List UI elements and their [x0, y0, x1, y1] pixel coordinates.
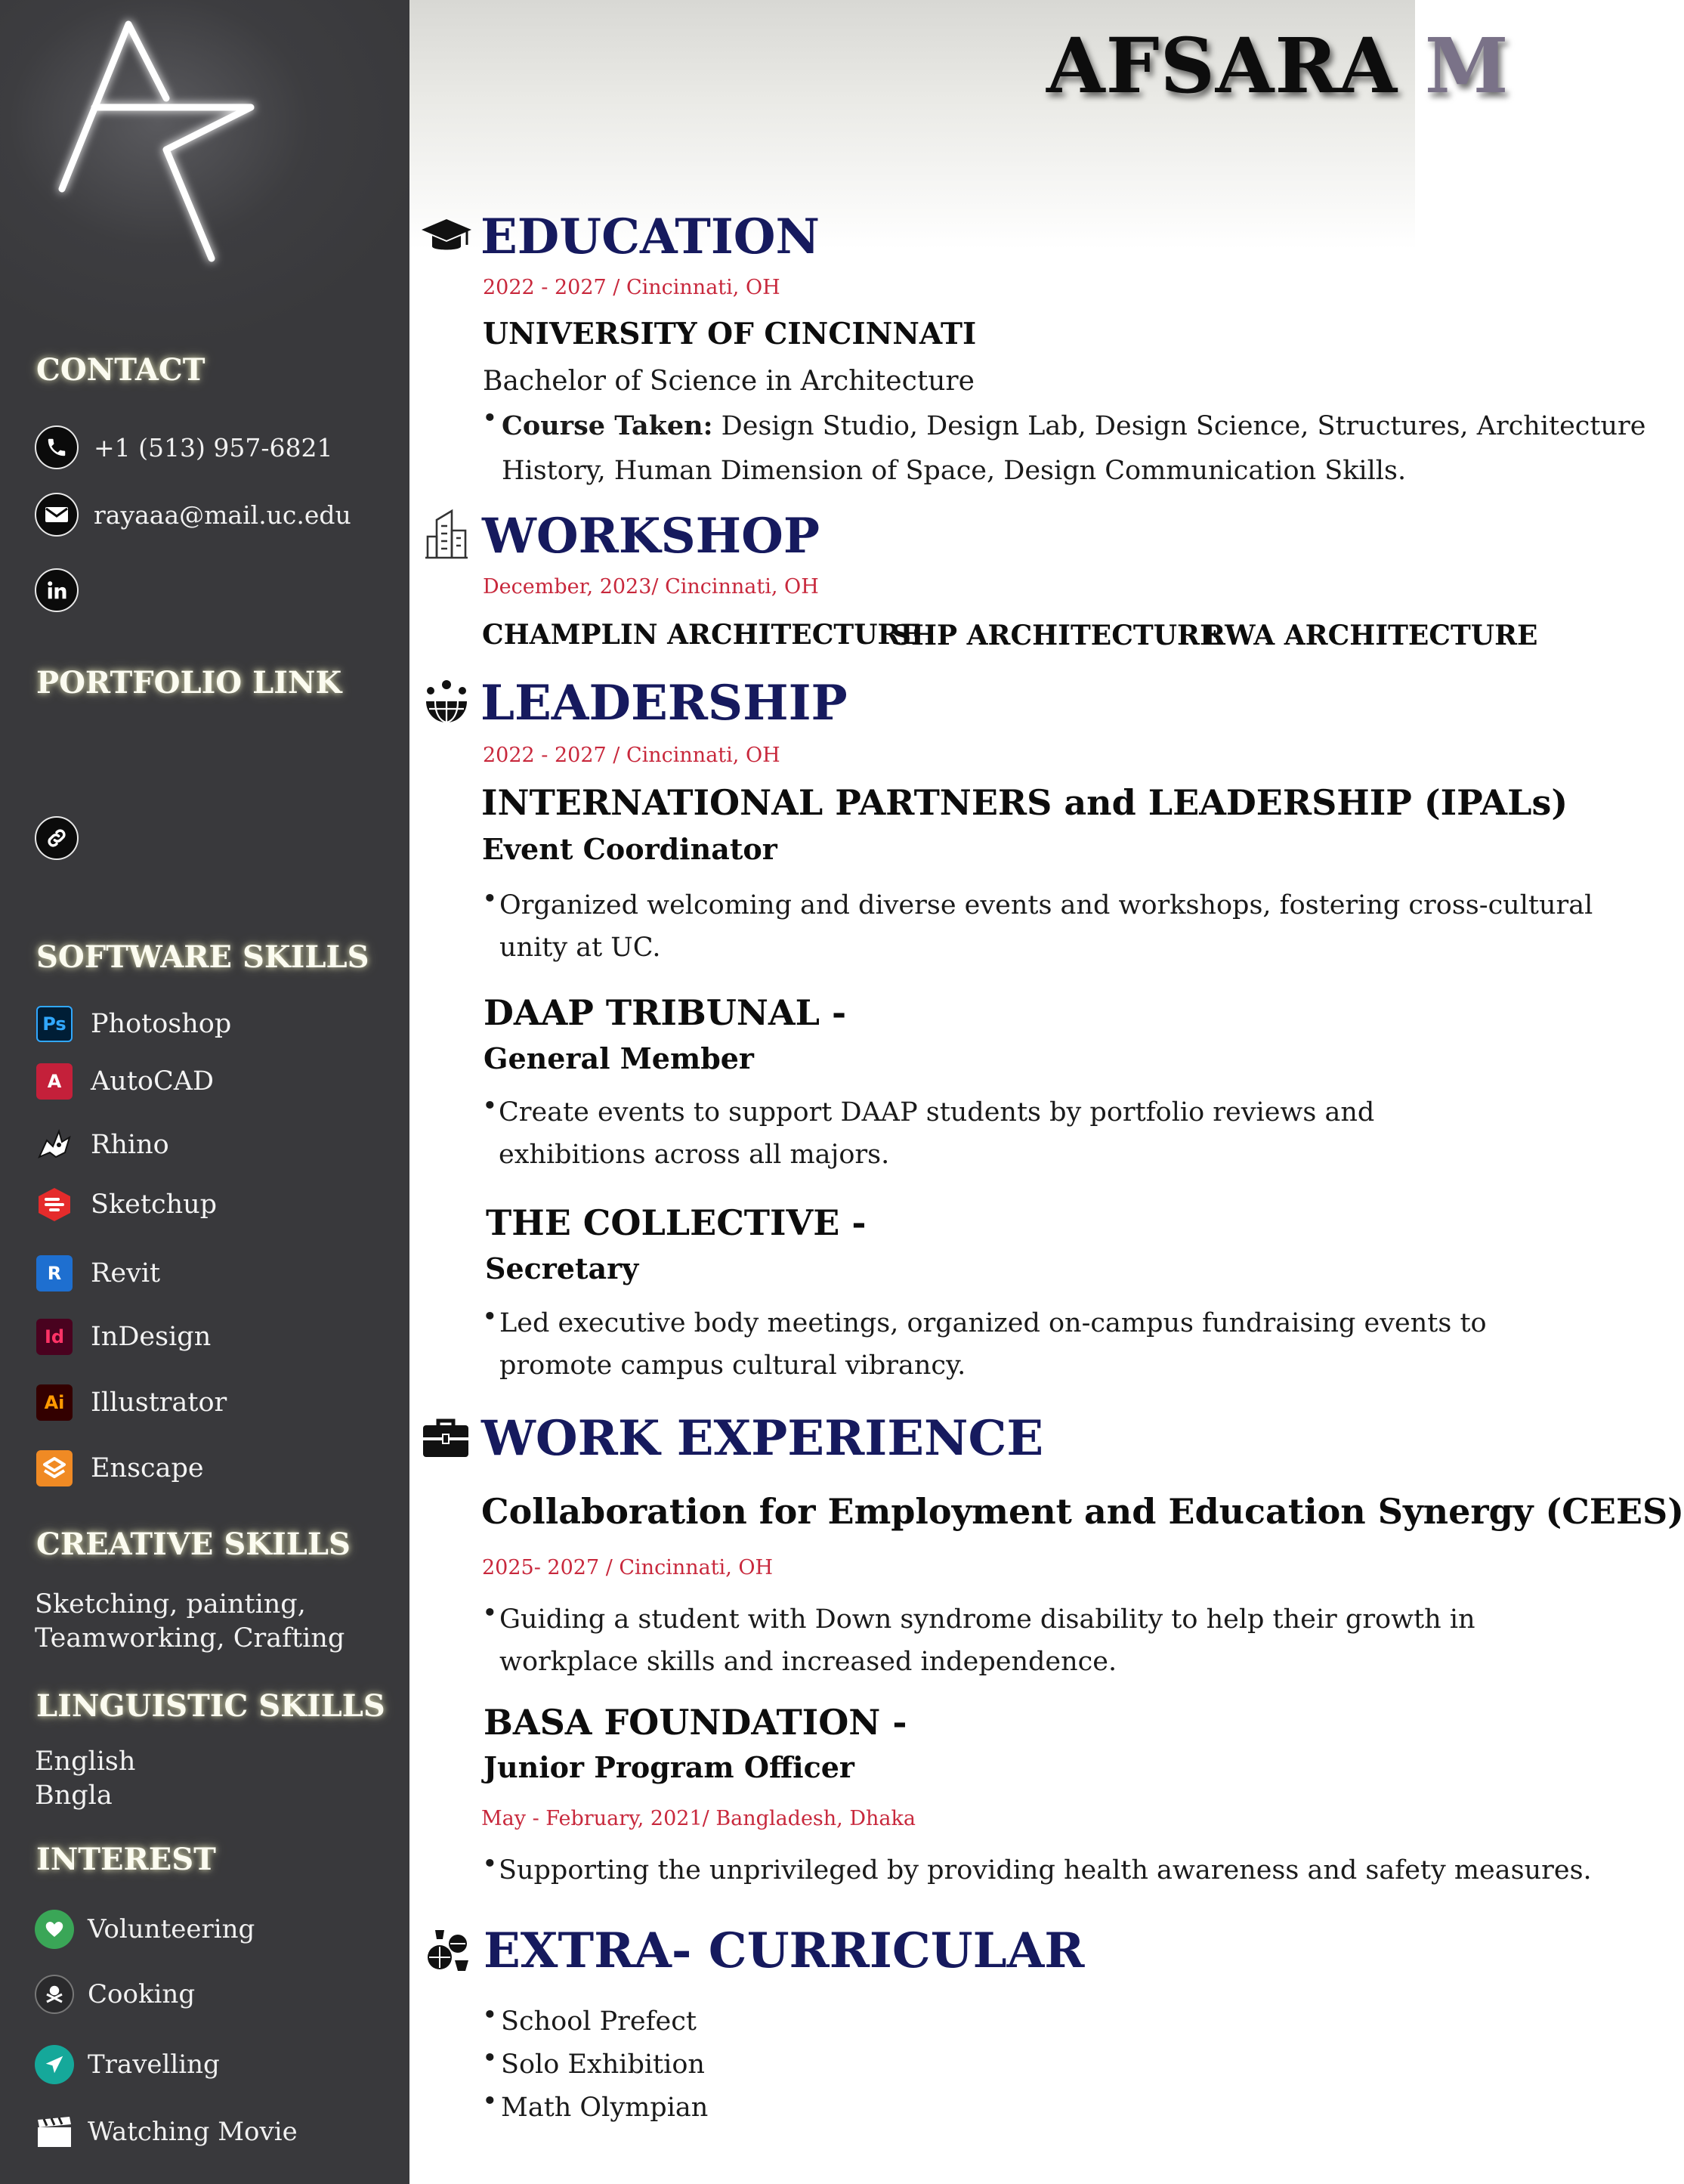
activities-icon — [425, 1927, 473, 1972]
extracurricular-item: Math Olympian — [501, 2093, 709, 2123]
course-label: Course Taken: — [502, 410, 713, 441]
workshop-item: CHAMPLIN ARCHITECTURE — [482, 619, 921, 651]
software-label: Enscape — [91, 1453, 204, 1483]
bullet: • — [482, 1849, 498, 1879]
creative-skills-line: Teamworking, Crafting — [35, 1623, 345, 1653]
bullet: • — [482, 2000, 498, 2031]
heart-hands-icon — [35, 1910, 74, 1949]
phone-number: +1 (513) 957-6821 — [94, 432, 333, 462]
work-desc: Guiding a student with Down syndrome disability to help their growth in — [499, 1604, 1475, 1635]
work-desc: workplace skills and increased independence. — [499, 1647, 1117, 1677]
linkedin-icon[interactable] — [35, 568, 79, 612]
bullet: • — [482, 1302, 498, 1332]
leadership-desc: unity at UC. — [499, 933, 661, 963]
course-line — [502, 404, 1645, 449]
leadership-date: 2022 - 2027 / Cincinnati, OH — [483, 744, 780, 767]
leadership-role: Event Coordinator — [482, 832, 777, 866]
team-globe-icon — [422, 679, 471, 725]
plane-icon — [35, 2045, 74, 2084]
extracurricular-title: EXTRA- CURRICULAR — [484, 1923, 1085, 1979]
briefcase-icon — [422, 1418, 470, 1459]
leadership-role: General Member — [484, 1041, 754, 1075]
first-name: AFSARA — [1046, 21, 1398, 110]
leadership-org: THE COLLECTIVE - — [486, 1202, 867, 1243]
interest-label: Travelling — [88, 2049, 220, 2080]
software-label: Rhino — [91, 1130, 169, 1160]
sketchup-icon — [36, 1186, 73, 1223]
software-item-revit — [36, 1255, 160, 1292]
link-icon[interactable] — [35, 816, 79, 860]
interest-label: Cooking — [88, 1979, 196, 2009]
email-address: rayaaa@mail.uc.edu — [94, 500, 351, 530]
autocad-icon: A — [36, 1063, 73, 1100]
software-label: Photoshop — [91, 1009, 232, 1039]
leadership-desc: Led executive body meetings, organized on-campus fundraising events to — [499, 1308, 1487, 1338]
applicant-name — [1046, 21, 1509, 110]
creative-heading: CREATIVE SKILLS — [36, 1527, 351, 1562]
bullet: • — [482, 404, 498, 434]
software-item-rhino — [36, 1127, 169, 1163]
rhino-icon — [36, 1127, 73, 1163]
workshop-title: WORKSHOP — [482, 508, 820, 565]
software-item-illustrator — [36, 1384, 227, 1421]
degree: Bachelor of Science in Architecture — [483, 366, 975, 397]
workshop-item: SHP ARCHITECTURE — [891, 620, 1221, 651]
contact-heading: CONTACT — [36, 352, 205, 388]
software-item-autocad — [36, 1063, 214, 1100]
interest-label: Volunteering — [88, 1914, 255, 1944]
email-icon — [35, 493, 79, 537]
software-label: Sketchup — [91, 1189, 218, 1220]
course-line-2: History, Human Dimension of Space, Design Communication Skills. — [502, 456, 1407, 486]
work-date: 2025- 2027 / Cincinnati, OH — [482, 1556, 774, 1579]
software-item-indesign — [36, 1319, 211, 1355]
leadership-org: DAAP TRIBUNAL - — [484, 992, 847, 1033]
interest-item-cooking — [35, 1975, 195, 2014]
work-desc: Supporting the unprivileged by providing health awareness and safety measures. — [499, 1855, 1592, 1885]
creative-skills-line: Sketching, painting, — [35, 1589, 306, 1619]
interest-label: Watching Movie — [88, 2117, 298, 2147]
bullet: • — [482, 1598, 498, 1629]
graduation-cap-icon — [420, 216, 473, 258]
software-heading: SOFTWARE SKILLS — [36, 939, 369, 975]
illustrator-icon: Ai — [36, 1384, 73, 1421]
enscape-icon — [36, 1450, 73, 1486]
education-date: 2022 - 2027 / Cincinnati, OH — [483, 276, 780, 299]
software-item-enscape — [36, 1450, 204, 1486]
school-name: UNIVERSITY OF CINCINNATI — [483, 317, 977, 351]
interest-item-travelling — [35, 2045, 220, 2084]
leadership-org: INTERNATIONAL PARTNERS and LEADERSHIP (IPALs) — [481, 782, 1568, 823]
portfolio-link-row[interactable] — [35, 816, 79, 860]
course-list: Design Studio, Design Lab, Design Science, Structures, Architecture — [712, 411, 1646, 441]
monogram-logo — [53, 15, 257, 272]
work-title: WORK EXPERIENCE — [481, 1410, 1044, 1467]
software-label: AutoCAD — [91, 1066, 215, 1097]
software-item-sketchup — [36, 1186, 217, 1223]
clapperboard-icon — [35, 2112, 74, 2152]
work-org: BASA FOUNDATION - — [484, 1702, 907, 1743]
indesign-icon: Id — [36, 1319, 73, 1355]
extracurricular-item: Solo Exhibition — [501, 2049, 705, 2080]
interest-heading: INTEREST — [36, 1842, 216, 1877]
language-item: Bngla — [35, 1780, 113, 1811]
extracurricular-item: School Prefect — [501, 2006, 697, 2037]
education-title: EDUCATION — [480, 209, 820, 265]
work-date: May - February, 2021/ Bangladesh, Dhaka — [481, 1807, 916, 1830]
bullet: • — [482, 1091, 498, 1121]
email-row[interactable] — [35, 493, 351, 537]
buildings-icon — [425, 509, 468, 559]
software-label: Revit — [91, 1258, 161, 1288]
phone-icon — [35, 425, 79, 469]
interest-item-movie — [35, 2112, 298, 2152]
photoshop-icon: Ps — [36, 1006, 73, 1042]
workshop-item: RWA ARCHITECTURE — [1203, 620, 1538, 651]
phone-row[interactable] — [35, 425, 332, 469]
interest-item-volunteering — [35, 1910, 255, 1949]
language-item: English — [35, 1746, 136, 1777]
work-role: Junior Program Officer — [484, 1750, 854, 1784]
software-label: InDesign — [91, 1322, 212, 1352]
software-label: Illustrator — [91, 1387, 227, 1418]
sidebar — [0, 0, 409, 2184]
work-org: Collaboration for Employment and Education Synergy (CEES) — [481, 1491, 1684, 1532]
leadership-role: Secretary — [485, 1251, 639, 1285]
leadership-title: LEADERSHIP — [480, 675, 848, 732]
bullet: • — [482, 884, 498, 914]
linguistic-heading: LINGUISTIC SKILLS — [36, 1688, 385, 1724]
revit-icon: R — [36, 1255, 73, 1292]
leadership-desc: Create events to support DAAP students by portfolio reviews and — [499, 1097, 1375, 1128]
bullet: • — [482, 2043, 498, 2074]
last-name: M — [1424, 21, 1509, 110]
leadership-desc: Organized welcoming and diverse events and workshops, fostering cross-cultural — [499, 890, 1593, 920]
portfolio-heading: PORTFOLIO LINK — [36, 665, 342, 701]
leadership-desc: promote campus cultural vibrancy. — [499, 1350, 966, 1381]
chef-icon — [35, 1975, 74, 2014]
leadership-desc: exhibitions across all majors. — [499, 1140, 890, 1170]
software-item-photoshop — [36, 1006, 231, 1042]
linkedin-row[interactable] — [35, 568, 79, 612]
bullet: • — [482, 2087, 498, 2117]
workshop-date: December, 2023/ Cincinnati, OH — [483, 575, 819, 599]
